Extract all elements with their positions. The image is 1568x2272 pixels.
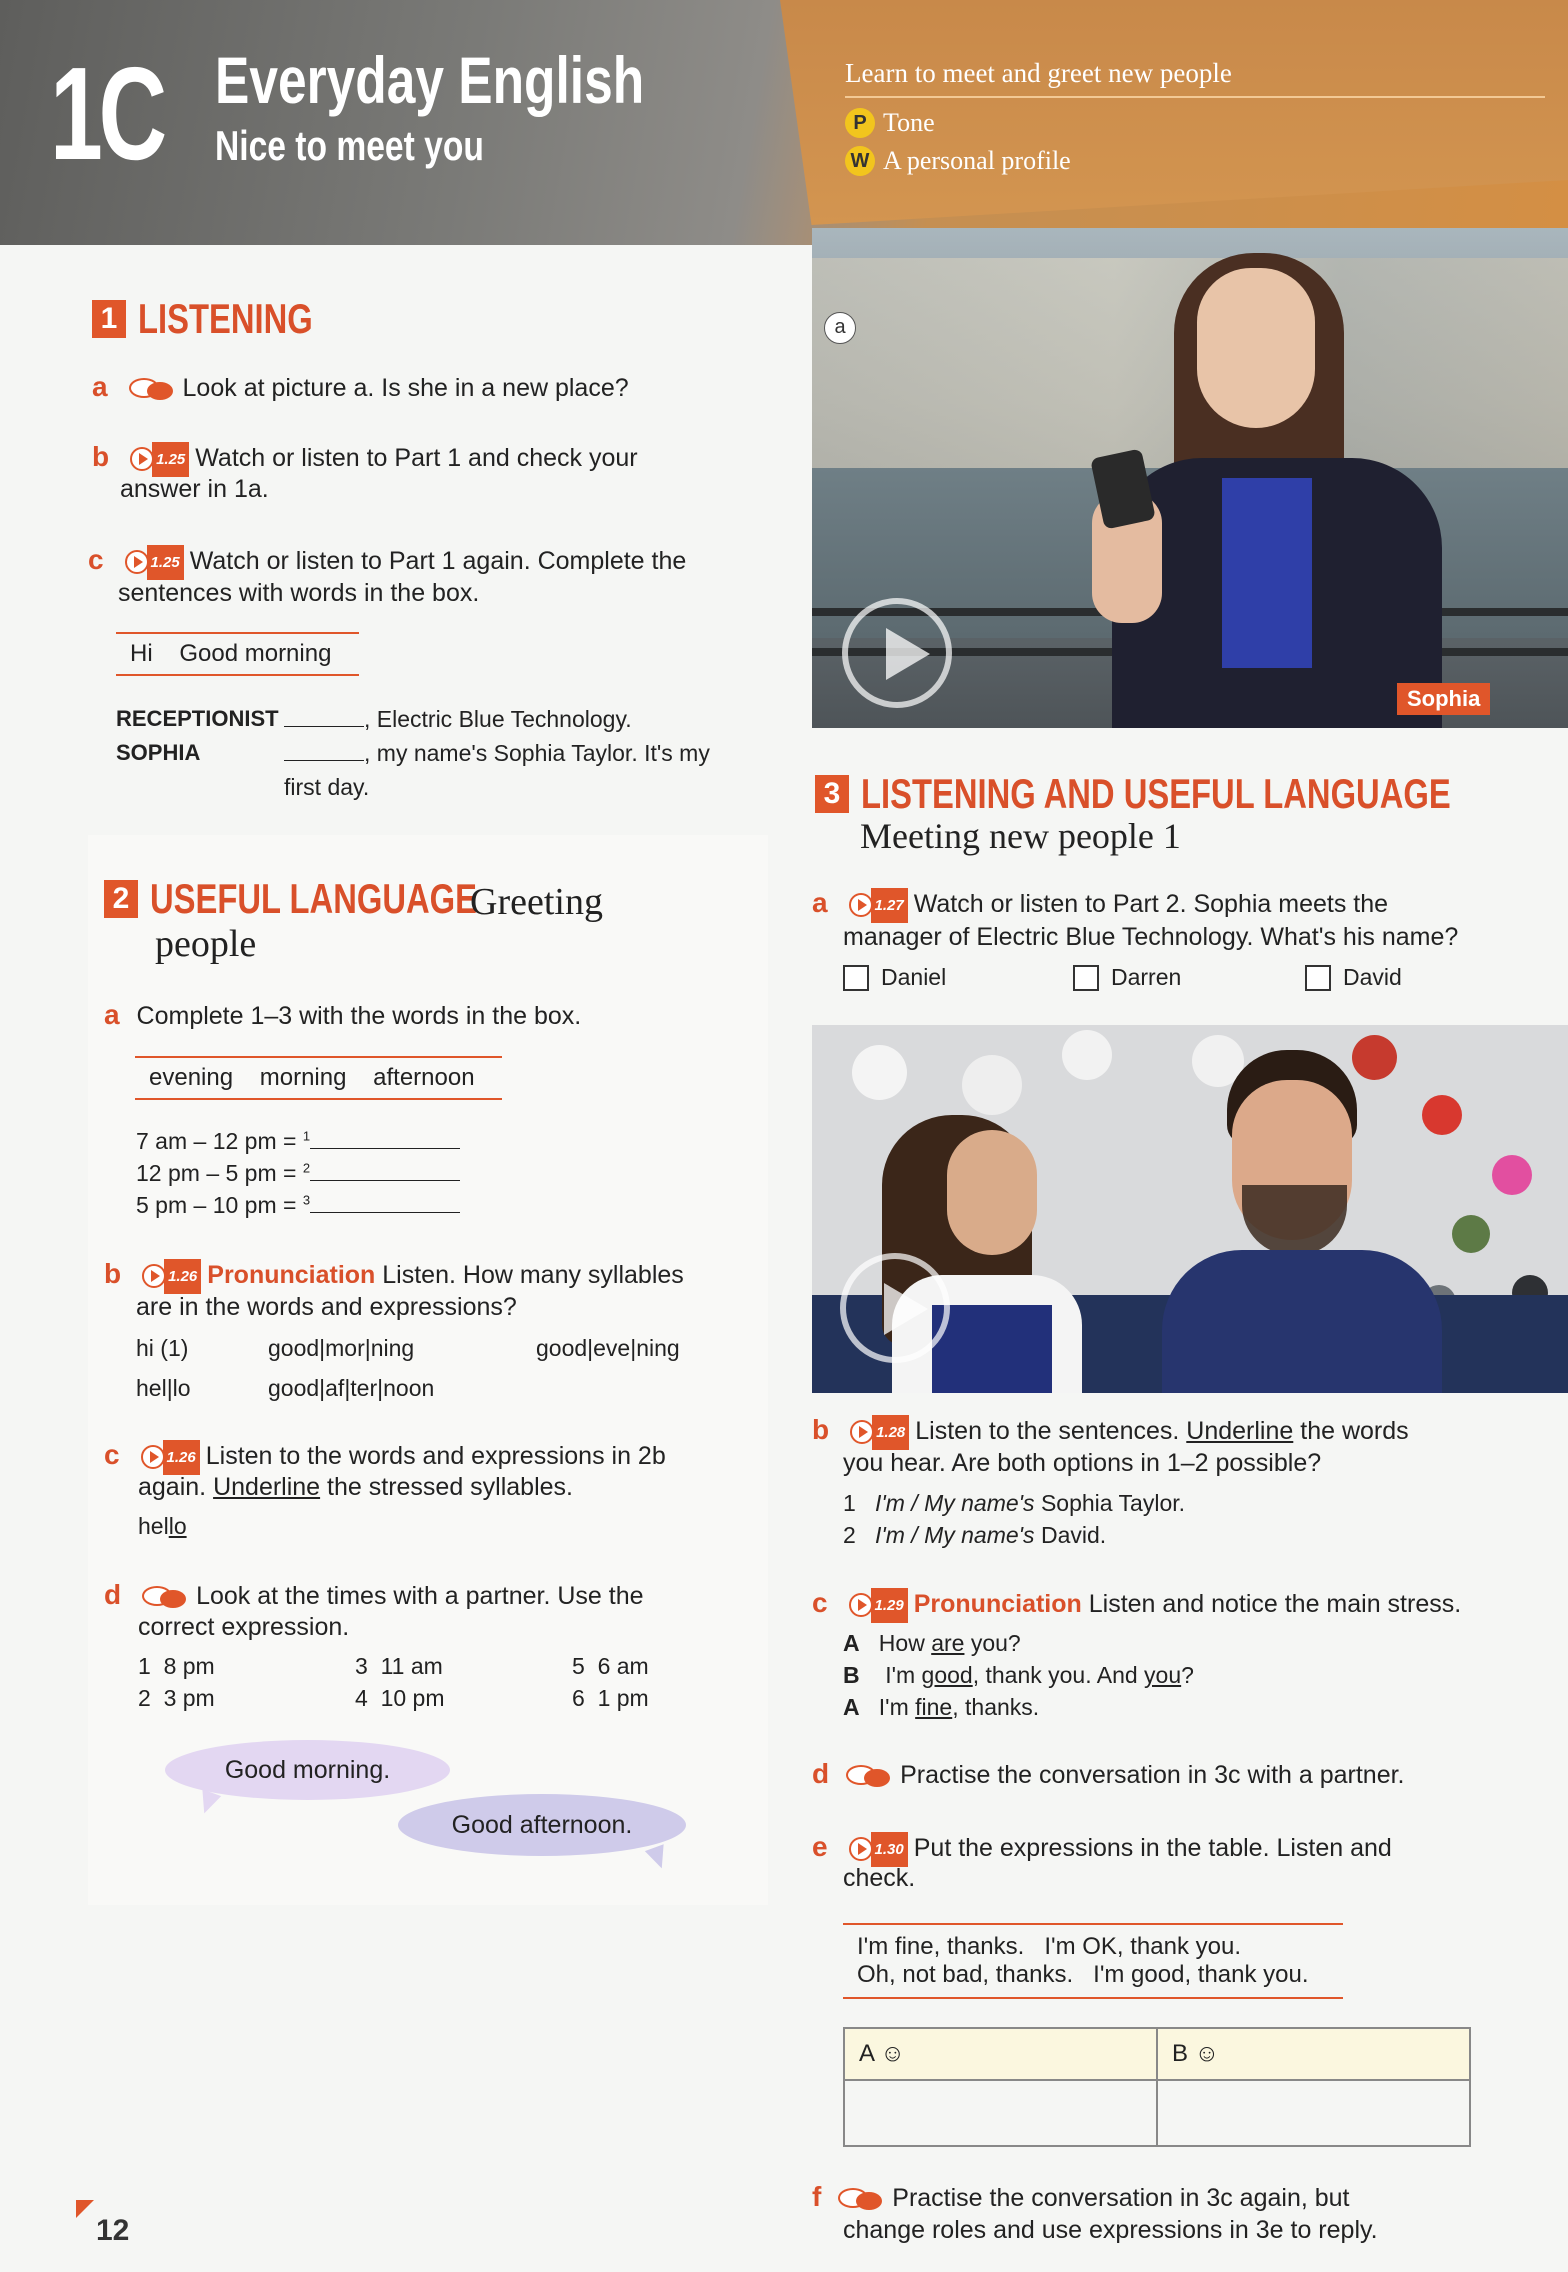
item-number: 3 <box>355 1653 368 1679</box>
track-number: 1.29 <box>871 1588 908 1623</box>
instruction-text: Look at picture a. Is she in a new place? <box>182 374 629 402</box>
wall-dot <box>852 1045 907 1100</box>
track-number: 1.26 <box>164 1259 201 1294</box>
exercise-3a <box>812 886 1388 923</box>
useful-language-panel <box>88 835 768 1905</box>
sentence-item <box>843 1522 1106 1549</box>
speaking-icon <box>142 1584 188 1610</box>
time-item <box>138 1653 215 1680</box>
box-word: evening <box>149 1064 234 1091</box>
syllable-word: good|mor|ning <box>268 1335 415 1361</box>
section-subtitle: Greeting <box>470 881 603 923</box>
exercise-2d <box>104 1578 644 1613</box>
dialogue-text: How <box>878 1630 925 1656</box>
speech-bubble: Good afternoon. <box>398 1794 686 1856</box>
instruction-text: answer in 1a. <box>120 475 269 503</box>
instruction-text: Underline <box>213 1473 321 1501</box>
item-letter: c <box>88 544 104 575</box>
audio-play-icon[interactable] <box>130 442 189 477</box>
video-play-icon[interactable] <box>842 598 952 708</box>
goal-item-tone <box>845 108 935 138</box>
picture-marker: a <box>824 312 856 344</box>
video-play-icon[interactable] <box>840 1253 950 1363</box>
vest <box>932 1305 1052 1393</box>
blue-top <box>1222 478 1312 668</box>
exercise-2a <box>104 998 581 1033</box>
unit-number: 1C <box>50 40 163 187</box>
blank-number: 3 <box>302 1192 311 1208</box>
section-title: LISTENING AND USEFUL LANGUAGE <box>861 770 1452 817</box>
dialogue-text: , thanks. <box>952 1694 1040 1720</box>
lesson-goal: Learn to meet and greet new people <box>845 58 1232 88</box>
time-value: 11 am <box>380 1653 443 1679</box>
page-number: 12 <box>96 2214 130 2247</box>
instruction-text: Listen and notice the main stress. <box>1088 1590 1462 1618</box>
goal-item-label: Tone <box>883 108 935 137</box>
stressed-word: fine <box>915 1694 953 1720</box>
item-letter: b <box>104 1258 122 1289</box>
option-words: I'm / My name's <box>874 1490 1035 1516</box>
syllable-word: good|eve|ning <box>536 1335 680 1361</box>
speaking-icon <box>846 1763 892 1789</box>
time-line-3 <box>136 1192 460 1219</box>
time-item <box>138 1685 215 1712</box>
dialogue-text: , Electric Blue Technology. <box>364 706 632 732</box>
track-number: 1.28 <box>872 1415 909 1450</box>
section-1-heading <box>92 295 362 343</box>
time-line-2 <box>136 1160 460 1187</box>
instruction-text: you hear. Are both options in 1–2 possible? <box>843 1449 1322 1477</box>
instruction-text: change roles and use expressions in 3e to reply. <box>843 2216 1378 2244</box>
time-item <box>572 1653 649 1680</box>
instruction-text: Look at the times with a partner. Use the <box>196 1582 644 1610</box>
expressions-table <box>843 2027 1471 2147</box>
expression-line: I'm fine, thanks. I'm OK, thank you. <box>857 1933 1241 1960</box>
item-letter: c <box>812 1587 828 1618</box>
speaker-label: A <box>843 1694 860 1720</box>
instruction-text: sentences with words in the box. <box>118 579 480 607</box>
speaker-label: SOPHIA <box>116 740 201 765</box>
checkbox[interactable] <box>1305 965 1331 991</box>
item-letter: d <box>104 1579 122 1610</box>
checkbox[interactable] <box>843 965 869 991</box>
dialogue-text: first day. <box>284 774 370 800</box>
instruction-text: Listen to the words and expressions in 2b <box>205 1442 666 1470</box>
wall-dot <box>1492 1155 1532 1195</box>
time-value: 6 am <box>597 1653 649 1679</box>
exercise-3b <box>812 1413 1409 1450</box>
instruction-text: again. <box>138 1473 207 1501</box>
instruction-text: the stressed syllables. <box>327 1473 573 1501</box>
speaker-label: RECEPTIONIST <box>116 706 279 731</box>
syllable-word: hel|lo <box>136 1375 191 1401</box>
dialogue-text: , my name's Sophia Taylor. It's my <box>364 740 710 766</box>
audio-play-icon[interactable] <box>125 545 184 580</box>
audio-play-icon[interactable] <box>850 1415 909 1450</box>
item-number: 1 <box>843 1490 856 1516</box>
instruction-text: Listen. How many syllables <box>382 1261 684 1289</box>
item-letter: b <box>92 441 110 472</box>
audio-play-icon[interactable] <box>849 888 908 923</box>
photo-sophia <box>812 228 1568 728</box>
exercise-3f <box>812 2180 1350 2215</box>
speaking-icon <box>129 376 175 402</box>
option-words: I'm / My name's <box>874 1522 1035 1548</box>
table-header-b: B ☺ <box>1157 2028 1470 2080</box>
unit-subtitle: Nice to meet you <box>215 122 484 169</box>
exercise-3c <box>812 1586 1461 1623</box>
face <box>1197 268 1315 428</box>
option-label: Daniel <box>881 964 947 990</box>
dialogue-text: I'm <box>885 1662 916 1688</box>
section-title: USEFUL LANGUAGE <box>150 875 478 922</box>
time-value: 3 pm <box>163 1685 215 1711</box>
dialogue-text: , thank you. And <box>972 1662 1138 1688</box>
dialogue-text: you? <box>970 1630 1021 1656</box>
track-number: 1.26 <box>163 1440 200 1475</box>
instruction-text: Practise the conversation in 3c again, but <box>892 2184 1350 2212</box>
speaking-icon <box>838 2186 884 2212</box>
instruction-text: check. <box>843 1864 916 1892</box>
face <box>947 1130 1037 1255</box>
exercise-2c <box>104 1438 666 1475</box>
item-number: 2 <box>843 1522 856 1548</box>
item-letter: c <box>104 1439 120 1470</box>
wall-dot <box>1352 1035 1397 1080</box>
dialogue-line <box>284 740 710 767</box>
instruction-text: Watch or listen to Part 1 and check your <box>195 444 638 472</box>
expression-line: Oh, not bad, thanks. I'm good, thank you. <box>857 1961 1309 1988</box>
photo-meeting <box>812 1025 1568 1393</box>
checkbox[interactable] <box>1073 965 1099 991</box>
instruction-text: Complete 1–3 with the words in the box. <box>136 1002 582 1030</box>
section-number: 3 <box>815 775 849 813</box>
goal-item-profile <box>845 146 1071 176</box>
exercise-1b <box>92 440 638 477</box>
option-darren[interactable] <box>1073 964 1181 991</box>
item-letter: d <box>812 1758 830 1789</box>
instruction-text: Practise the conversation in 3c with a partner. <box>900 1761 1405 1789</box>
expression-box <box>843 1923 1343 1999</box>
table-cell[interactable] <box>1157 2080 1470 2146</box>
dialogue-line <box>843 1662 1194 1689</box>
pronunciation-label: Pronunciation <box>913 1590 1082 1618</box>
goal-item-label: A personal profile <box>883 146 1071 175</box>
section-number: 2 <box>104 880 138 918</box>
item-letter: f <box>812 2181 822 2212</box>
track-number: 1.27 <box>871 888 908 923</box>
dialogue-text: I'm <box>878 1694 909 1720</box>
instruction-text: Underline <box>1186 1417 1294 1445</box>
dialogue-line <box>843 1694 1039 1721</box>
wall-dot <box>1062 1030 1112 1080</box>
audio-play-icon[interactable] <box>141 1440 200 1475</box>
box-word: Hi <box>130 640 153 667</box>
item-number: 5 <box>572 1653 585 1679</box>
exercise-1c <box>88 543 686 580</box>
audio-play-icon[interactable] <box>142 1259 201 1294</box>
instruction-text: Listen to the sentences. <box>915 1417 1180 1445</box>
time-line-1 <box>136 1128 460 1155</box>
time-value: 1 pm <box>597 1685 649 1711</box>
blank-number: 1 <box>302 1128 311 1144</box>
track-number: 1.25 <box>147 545 184 580</box>
time-value: 10 pm <box>380 1685 445 1711</box>
sentence-rest: Sophia Taylor. <box>1040 1490 1186 1516</box>
box-word: morning <box>259 1064 347 1091</box>
time-text: 12 pm – 5 pm = <box>136 1160 297 1186</box>
word-box <box>135 1056 502 1100</box>
pronunciation-label: Pronunciation <box>207 1261 376 1289</box>
wall-dot <box>1452 1215 1490 1253</box>
wall-dot <box>1422 1095 1462 1135</box>
example-word <box>138 1513 187 1540</box>
instruction-text: Watch or listen to Part 2. Sophia meets the <box>913 890 1389 918</box>
p-badge: P <box>845 108 875 138</box>
stressed-word: good <box>921 1662 973 1688</box>
option-label: Darren <box>1111 964 1182 990</box>
word-box <box>116 632 359 676</box>
item-letter: a <box>812 887 828 918</box>
dialogue-text: ? <box>1181 1662 1194 1688</box>
beard <box>1242 1185 1347 1255</box>
exercise-3d <box>812 1757 1405 1792</box>
dialogue-line <box>284 706 632 733</box>
item-letter: b <box>812 1414 830 1445</box>
time-item <box>572 1685 649 1712</box>
instruction-text: Put the expressions in the table. Listen and <box>913 1834 1392 1862</box>
sentence-rest: David. <box>1040 1522 1107 1548</box>
instruction-text: the words <box>1300 1417 1409 1445</box>
sentence-item <box>843 1490 1185 1517</box>
speech-bubble: Good morning. <box>165 1740 450 1800</box>
stressed-word: you <box>1144 1662 1182 1688</box>
photo-caption: Sophia <box>1397 683 1490 715</box>
stressed-syllable: lo <box>168 1513 187 1539</box>
stressed-word: are <box>931 1630 965 1656</box>
option-daniel[interactable] <box>843 964 946 991</box>
item-letter: e <box>812 1831 828 1862</box>
corner-marker <box>76 2200 94 2218</box>
item-number: 6 <box>572 1685 585 1711</box>
option-david[interactable] <box>1305 964 1402 991</box>
goal-divider <box>845 96 1545 98</box>
syllable-word: hi (1) <box>136 1335 189 1361</box>
item-number: 4 <box>355 1685 368 1711</box>
track-number: 1.30 <box>871 1832 908 1867</box>
table-cell[interactable] <box>844 2080 1157 2146</box>
item-number: 2 <box>138 1685 151 1711</box>
exercise-2b <box>104 1257 684 1294</box>
wall-dot <box>962 1055 1022 1115</box>
instruction-text: are in the words and expressions? <box>136 1293 517 1321</box>
instruction-text: Watch or listen to Part 1 again. Complete the <box>189 547 687 575</box>
time-item <box>355 1685 445 1712</box>
time-text: 7 am – 12 pm = <box>136 1128 297 1154</box>
w-badge: W <box>845 146 875 176</box>
time-item <box>355 1653 443 1680</box>
section-title: LISTENING <box>138 295 314 342</box>
track-number: 1.25 <box>152 442 189 477</box>
time-value: 8 pm <box>163 1653 215 1679</box>
item-letter: a <box>92 371 108 402</box>
box-word: Good morning <box>179 640 332 667</box>
section-number: 1 <box>92 300 126 338</box>
item-number: 1 <box>138 1653 151 1679</box>
exercise-1a <box>92 370 629 405</box>
blank-number: 2 <box>302 1160 311 1176</box>
instruction-text: correct expression. <box>138 1613 350 1641</box>
dialogue-line <box>843 1630 1021 1657</box>
speaker-label: A <box>843 1630 860 1656</box>
instruction-text: manager of Electric Blue Technology. What's his name? <box>843 923 1459 951</box>
box-word: afternoon <box>373 1064 475 1091</box>
item-letter: a <box>104 999 120 1030</box>
audio-play-icon[interactable] <box>849 1588 908 1623</box>
section-3-heading <box>815 770 1568 818</box>
unit-title: Everyday English <box>215 43 645 117</box>
time-text: 5 pm – 10 pm = <box>136 1192 297 1218</box>
instruction-line <box>138 1471 573 1504</box>
shirt <box>1162 1250 1442 1393</box>
section-subtitle: Meeting new people 1 <box>860 816 1181 856</box>
section-subtitle: people <box>155 923 257 965</box>
syllable: hel <box>138 1513 169 1539</box>
option-label: David <box>1343 964 1402 990</box>
speaker-label: B <box>843 1662 860 1688</box>
table-header-a: A ☺ <box>844 2028 1157 2080</box>
syllable-word: good|af|ter|noon <box>268 1375 435 1401</box>
